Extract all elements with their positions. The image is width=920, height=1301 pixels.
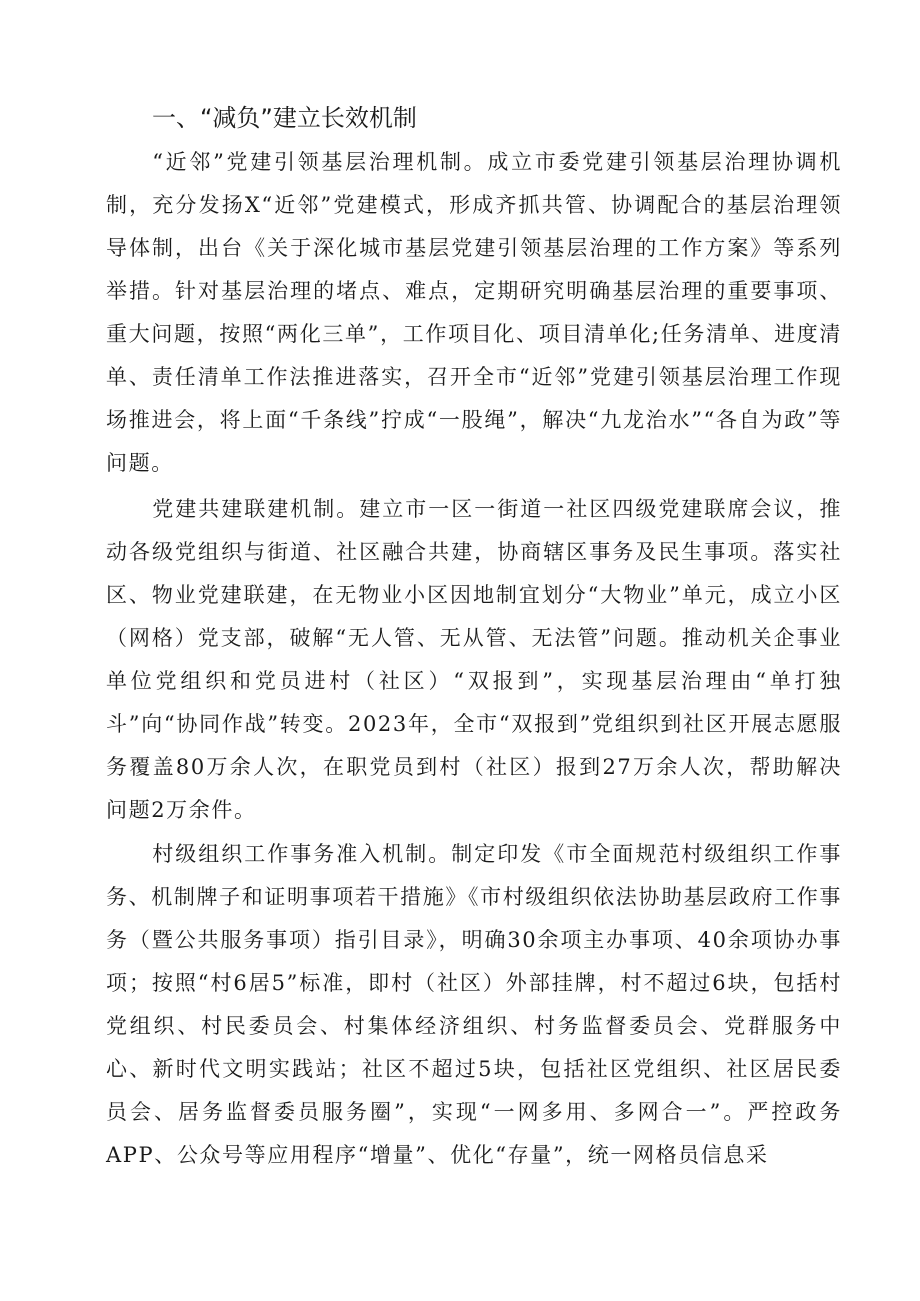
paragraph-village-affairs-access-mechanism: 村级组织工作事务准入机制。制定印发《市全面规范村级组织工作事务、机制牌子和证明事项若干措施》《市村级组织依法协助基层政府工作事务（暨公共服务事项）指引目录》，明确30余项主办事项、40余项协办事项；按照“村6居5”标准，即村（社区）外部挂牌，村不超过6块，包括村党组织、村民委员会、村集体经济组织、村务监督委员会、党群服务中心、新时代文明实践站；社区不超过5块，包括社区党组织、社区居民委员会、居务监督委员服务圈”，实现“一网多用、多网合一”。严控政务APP、公众号等应用程序“增量”、优化“存量”，统一网格员信息采 xyxy=(106,842,842,1167)
paragraph-neighborhood-party-mechanism: “近邻”党建引领基层治理机制。成立市委党建引领基层治理协调机制，充分发扬X“近邻”党建模式，形成齐抓共管、协调配合的基层治理领导体制，出台《关于深化城市基层党建引领基层治理的工作方案》等系列举措。针对基层治理的堵点、难点，定期研究明确基层治理的重要事项、重大问题，按照“两化三单”，工作项目化、项目清单化;任务清单、进度清单、责任清单工作法推进落实，召开全市“近邻”党建引领基层治理工作现场推进会，将上面“千条线”拧成“一股绳”，解决“九龙治水”“各自为政”等问题。 xyxy=(106,150,842,475)
paragraph-joint-party-building-mechanism: 党建共建联建机制。建立市一区一街道一社区四级党建联席会议，推动各级党组织与街道、社区融合共建，协商辖区事务及民生事项。落实社区、物业党建联建，在无物业小区因地制宜划分“大物业”单元，成立小区（网格）党支部，破解“无人管、无从管、无法管”问题。推动机关企事业单位党组织和党员进村（社区）“双报到”，实现基层治理由“单打独斗”向“协同作战”转变。2023年，全市“双报到”党组织到社区开展志愿服务覆盖80万余人次，在职党员到村（社区）报到27万余人次，帮助解决问题2万余件。 xyxy=(106,497,842,822)
section-heading: 一、“减负”建立长效机制 xyxy=(152,104,417,132)
